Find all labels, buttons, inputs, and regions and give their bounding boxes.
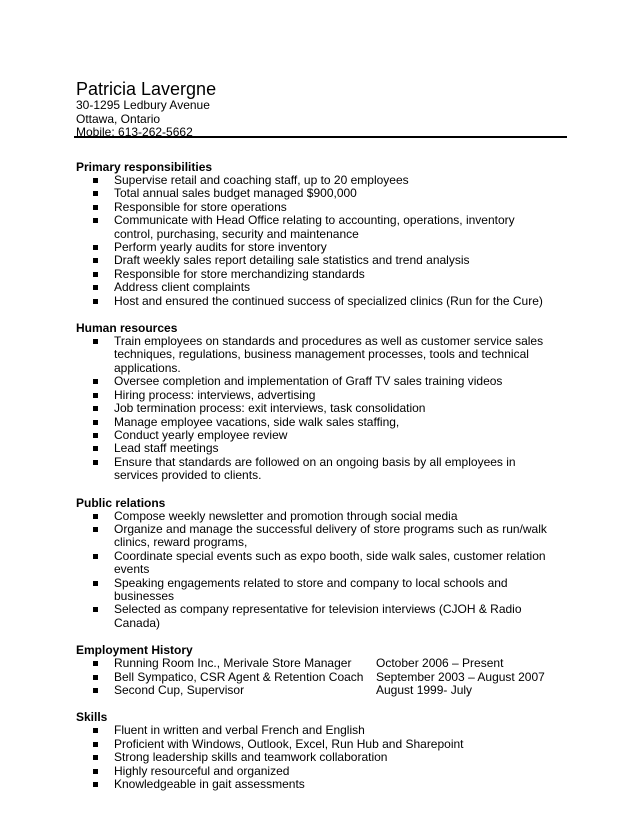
- list-item: Draft weekly sales report detailing sale statistics and trend analysis: [76, 254, 556, 267]
- list-item: Host and ensured the continued success of specialized clinics (Run for the Cure): [76, 295, 556, 308]
- employment-dates: August 1999- July: [376, 683, 473, 697]
- square-bullet-icon: [93, 607, 98, 612]
- list-item: Knowledgeable in gait assessments: [76, 778, 556, 791]
- square-bullet-icon: [93, 393, 98, 398]
- square-bullet-icon: [93, 527, 98, 532]
- section-public-relations: [76, 496, 556, 631]
- square-bullet-icon: [93, 191, 98, 196]
- square-bullet-icon: [93, 728, 98, 733]
- list-item: Conduct yearly employee review: [76, 429, 556, 442]
- square-bullet-icon: [93, 245, 98, 250]
- square-bullet-icon: [93, 688, 98, 693]
- square-bullet-icon: [93, 581, 98, 586]
- employment-job: Second Cup, Supervisor: [114, 683, 245, 697]
- square-bullet-icon: [93, 514, 98, 519]
- square-bullet-icon: [93, 272, 98, 277]
- list-item: Total annual sales budget managed $900,000: [76, 187, 556, 200]
- list-item: Responsible for store operations: [76, 201, 556, 214]
- square-bullet-icon: [93, 755, 98, 760]
- square-bullet-icon: [93, 420, 98, 425]
- employment-job: Bell Sympatico, CSR Agent & Retention Coach: [114, 669, 364, 684]
- contact-block: [76, 99, 210, 140]
- list-item: Communicate with Head Office relating to accounting, operations, inventory control, purchasing, security and maintenance: [76, 214, 556, 241]
- square-bullet-icon: [93, 406, 98, 411]
- employment-dates: September 2003 – August 2007: [376, 669, 545, 684]
- list-item: Hiring process: interviews, advertising: [76, 389, 556, 402]
- square-bullet-icon: [93, 675, 98, 680]
- square-bullet-icon: [93, 379, 98, 384]
- section-skills: [76, 710, 556, 791]
- address-line-2: Ottawa, Ontario: [76, 111, 161, 126]
- square-bullet-icon: [93, 460, 98, 465]
- square-bullet-icon: [93, 446, 98, 451]
- square-bullet-icon: [93, 178, 98, 183]
- list-item: Speaking engagements related to store and company to local schools and businesses: [76, 577, 556, 604]
- square-bullet-icon: [93, 205, 98, 210]
- square-bullet-icon: [93, 742, 98, 747]
- employment-row: [76, 671, 556, 684]
- address-line-1: 30-1295 Ledbury Avenue: [76, 98, 210, 112]
- square-bullet-icon: [93, 339, 98, 344]
- list-item: Proficient with Windows, Outlook, Excel, Run Hub and Sharepoint: [76, 738, 556, 751]
- list-item: Job termination process: exit interviews, task consolidation: [76, 402, 556, 415]
- employment-job: Running Room Inc., Merivale Store Manager: [114, 656, 352, 671]
- square-bullet-icon: [93, 433, 98, 438]
- list-item: Address client complaints: [76, 281, 556, 294]
- applicant-name: Patricia Lavergne: [76, 79, 217, 99]
- list-item: Fluent in written and verbal French and English: [76, 724, 556, 737]
- list-item: Oversee completion and implementation of Graff TV sales training videos: [76, 375, 556, 388]
- section-heading: Skills: [76, 710, 108, 725]
- list-item: Ensure that standards are followed on an ongoing basis by all employees in services provided to clients.: [76, 456, 556, 483]
- square-bullet-icon: [93, 218, 98, 223]
- bullet-list: [76, 174, 556, 308]
- list-item: Train employees on standards and procedures as well as customer service sales techniques, regulations, business management processes, tools and technical applications.: [76, 335, 556, 375]
- section-human-resources: [76, 321, 556, 482]
- list-item: Lead staff meetings: [76, 442, 556, 455]
- resume-content: [76, 160, 556, 791]
- list-item: Selected as company representative for television interviews (CJOH & Radio Canada): [76, 603, 556, 630]
- mobile-number: Mobile: 613-262-5662: [76, 125, 193, 139]
- square-bullet-icon: [93, 258, 98, 263]
- list-item: Compose weekly newsletter and promotion through social media: [76, 510, 556, 523]
- section-heading: Primary responsibilities: [76, 160, 213, 174]
- bullet-list: [76, 510, 556, 631]
- list-item: Supervise retail and coaching staff, up to 20 employees: [76, 174, 556, 187]
- header-divider: [74, 136, 567, 138]
- square-bullet-icon: [93, 661, 98, 666]
- list-item: Perform yearly audits for store inventory: [76, 241, 556, 254]
- list-item: Highly resourceful and organized: [76, 765, 556, 778]
- square-bullet-icon: [93, 782, 98, 787]
- list-item: Strong leadership skills and teamwork collaboration: [76, 751, 556, 764]
- section-heading: Human resources: [76, 321, 178, 336]
- employment-list: [76, 657, 556, 697]
- square-bullet-icon: [93, 299, 98, 304]
- list-item: Responsible for store merchandizing standards: [76, 268, 556, 281]
- list-item: Organize and manage the successful delivery of store programs such as run/walk clinics, reward programs,: [76, 523, 556, 550]
- employment-row: [76, 684, 556, 697]
- employment-row: [76, 657, 556, 670]
- list-item: Coordinate special events such as expo booth, side walk sales, customer relation events: [76, 550, 556, 577]
- square-bullet-icon: [93, 554, 98, 559]
- section-heading: Public relations: [76, 495, 166, 510]
- section-heading: Employment History: [76, 643, 193, 658]
- list-item: Manage employee vacations, side walk sales staffing,: [76, 416, 556, 429]
- bullet-list: [76, 335, 556, 482]
- section-primary-responsibilities: [76, 160, 556, 308]
- bullet-list: [76, 724, 556, 791]
- section-employment-history: [76, 643, 556, 697]
- employment-dates: October 2006 – Present: [376, 656, 504, 671]
- square-bullet-icon: [93, 769, 98, 774]
- square-bullet-icon: [93, 285, 98, 290]
